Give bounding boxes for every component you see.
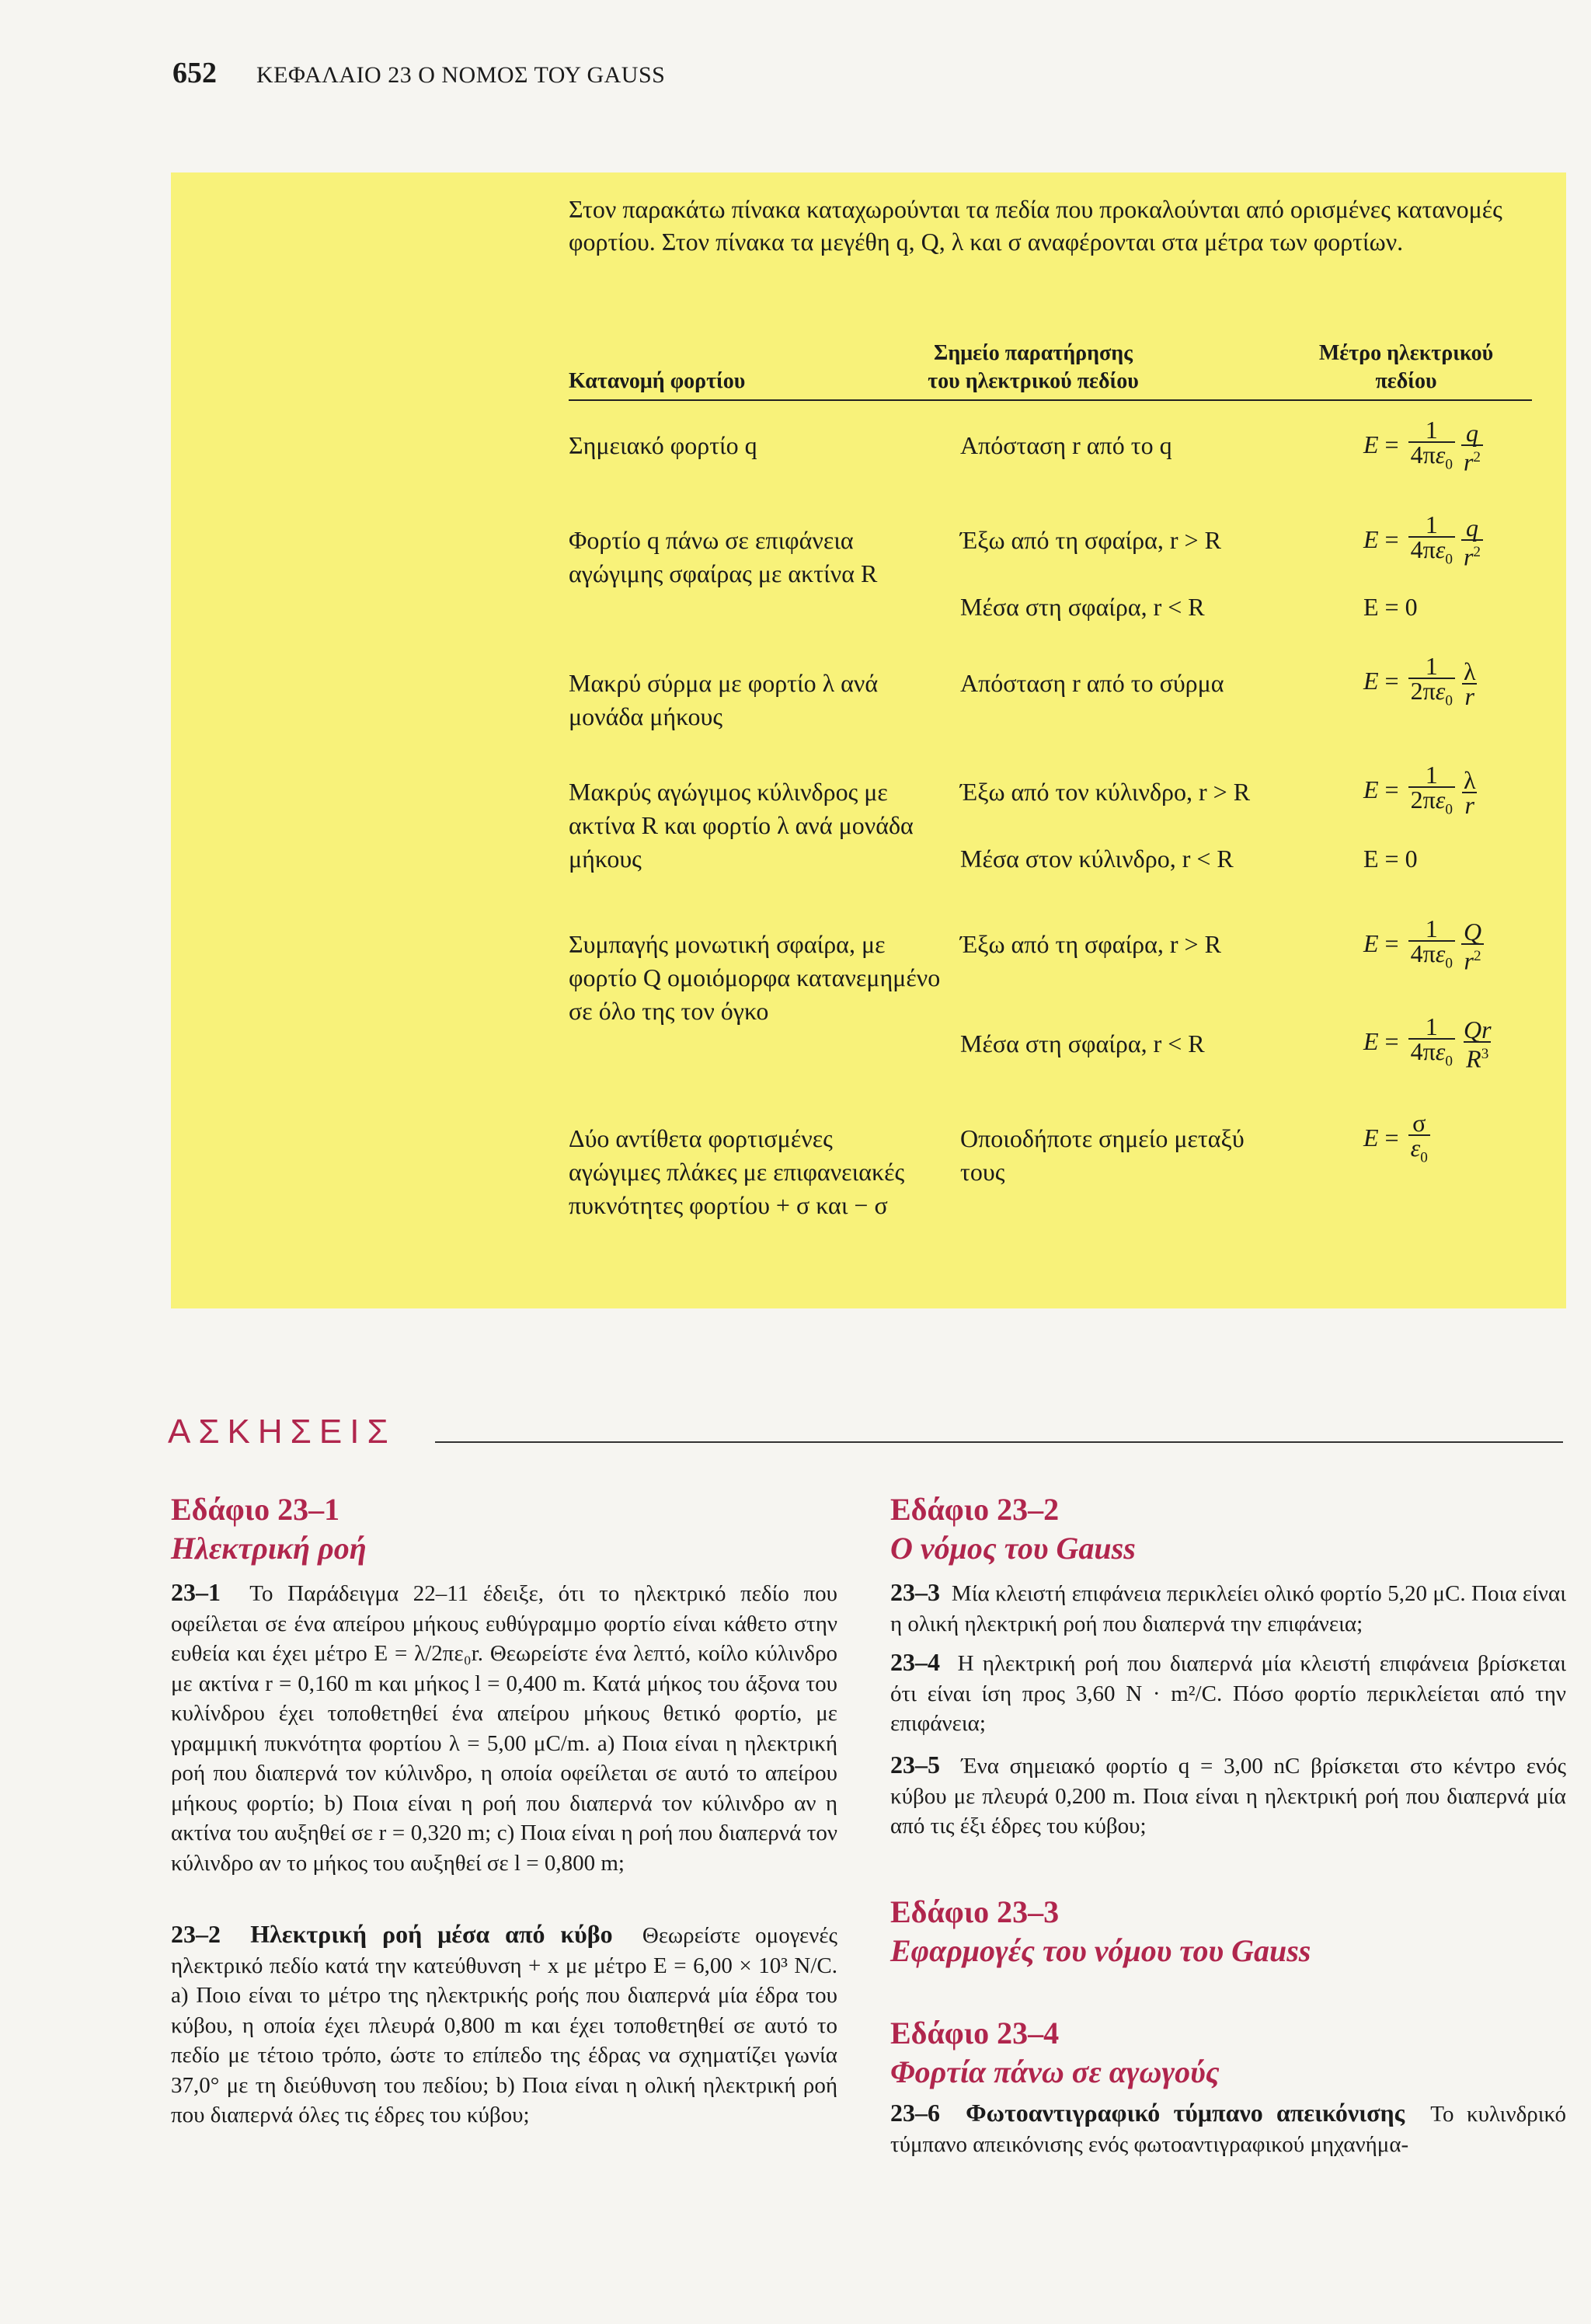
dist-plates: Δύο αντίθετα φορτισμένες αγώγιμες πλάκες με επιφανειακές πυκνότητες φορτίου + σ και − σ: [569, 1124, 905, 1219]
problem-23-6: 23–6 Φωτοαντιγραφικό τύμπανο απεικόνισης Το κυλινδρικό τύμπανο απεικόνισης ενός φωτοαντιγραφικού μηχανήμα-: [890, 2099, 1566, 2157]
table-rule: [569, 399, 1532, 401]
section-23-3-heading: Εδάφιο 23–3 Εφαρμογές του νόμου του Gauss: [890, 1894, 1311, 1968]
dist-conducting-sphere: Φορτίο q πάνω σε επιφάνεια αγώγιμης σφαίρας με ακτίνα R: [569, 526, 878, 587]
point-between-plates: Οποιοδήποτε σημείο μεταξύ τους: [960, 1124, 1245, 1186]
field-plates: E = $\frac{\sigma}{\varepsilon_0}$: [1363, 1111, 1433, 1169]
header-field-magnitude: Μέτρο ηλεκτρικού πεδίου: [1318, 341, 1494, 393]
dist-long-wire: Μακρύ σύρμα με φορτίο λ ανά μονάδα μήκους: [569, 669, 879, 730]
problem-23-1: 23–1 Το Παράδειγμα 22–11 έδειξε, ότι το ηλεκτρικό πεδίο που οφείλεται σε ένα απείρου μήκους ευθύγραμμο φορτίο είναι κάθετο στην ευθεία και έχει μέτρο E = λ/2πε₀r. Θεωρείστε ένα λεπτό, κοίλο κύλινδρο με ακτίνα r = 0,160 m και μήκος l = 0,400 m. Κατά μήκος του άξονα του κυλίνδρου έχει τοποθετηθεί ένα απείρου μήκους θετικό φορτίο, με γραμμική πυκνότητα φορτίου λ = 5,00 μC/m. a) Ποια είναι η ηλεκτρική ροή που διαπερνά τον κύλινδρο, η οποία οφείλεται σε αυτό το απείρου μήκους φορτίο; b) Ποια είναι η ροή που διαπερνά τον κύλινδρο αν η ακτίνα του αυξηθεί σε r = 0,320 m; c) Ποια είναι η ροή που διαπερνά τον κύλινδρο αν το μήκος του αυξηθεί σε l = 0,800 m;: [171, 1578, 838, 1876]
field-cylinder-inside: E = 0: [1363, 845, 1418, 873]
field-sphere-outside: E = $\frac{1}{4\pi\varepsilon_0}$ $\frac{q}{r^2}$: [1363, 513, 1486, 571]
problem-23-4: 23–4 Η ηλεκτρική ροή που διαπερνά μία κλειστή επιφάνεια βρίσκεται ότι είναι ίση προς 3,60 N · m²/C. Πόσο φορτίο περικλείεται από την επιφάνεια;: [890, 1648, 1567, 1736]
header-observation-point: Σημείο παρατήρησης του ηλεκτρικού πεδίου: [928, 341, 1139, 393]
field-point-charge: E = $\frac{1}{4\pi\varepsilon_0}$ $\frac{q}{r^2}$: [1363, 418, 1486, 476]
dist-point-charge: Σημειακό φορτίο q: [569, 431, 757, 459]
section-23-1-heading: Εδάφιο 23–1 Ηλεκτρική ροή: [171, 1492, 367, 1566]
point-inside-insulating: Μέσα στη σφαίρα, r < R: [960, 1030, 1205, 1057]
problem-23-5: 23–5 Ένα σημειακό φορτίο q = 3,00 nC βρίσκεται στο κέντρο ενός κύβου με πλευρά 0,200 m. Ποια είναι η ηλεκτρική ροή που διαπερνά μία από τις έξι έδρες του κύβου;: [890, 1751, 1567, 1838]
problem-23-3: 23–3 Μία κλειστή επιφάνεια περικλείει ολικό φορτίο 5,20 μC. Ποια είναι η ολική ηλεκτρική ροή που διαπερνά την επιφάνεια;: [890, 1578, 1566, 1636]
point-inside-cylinder: Μέσα στον κύλινδρο, r < R: [960, 845, 1234, 873]
point-outside-sphere: Έξω από τη σφαίρα, r > R: [960, 526, 1221, 554]
exercises-rule: [435, 1441, 1563, 1443]
point-point-charge: Απόσταση r από το q: [960, 431, 1172, 459]
page-number: 652: [172, 57, 217, 89]
point-outside-cylinder: Έξω από τον κύλινδρο, r > R: [960, 778, 1251, 806]
chapter-title: ΚΕΦΑΛΑΙΟ 23 Ο ΝΟΜΟΣ ΤΟΥ GAUSS: [256, 62, 666, 88]
point-outside-insulating: Έξω από τη σφαίρα, r > R: [960, 930, 1221, 958]
header-charge-distribution: Κατανομή φορτίου: [569, 369, 746, 393]
problem-23-2: 23–2 Ηλεκτρική ροή μέσα από κύβο Θεωρείστε ομογενές ηλεκτρικό πεδίο κατά την κατεύθυνση + x με μέτρο E = 6,00 × 10³ N/C. a) Ποιο είναι το μέτρο της ηλεκτρικής ροής που διαπερνά μία έδρα του κύβου, η οποία έχει πλευρά 0,800 m και έχει τοποθετηθεί σε αυτό το πεδίο με τέτοιο τρόπο, ώστε το επίπεδο της έδρας να σχηματίζει γωνία 37,0° με τη διεύθυνση του πεδίου; b) Ποια είναι η ολική ηλεκτρική ροή που διαπερνά όλες τις έδρες του κύβου;: [171, 1920, 837, 2127]
section-23-4-heading: Εδάφιο 23–4 Φορτία πάνω σε αγωγούς: [890, 2016, 1220, 2089]
field-sphere-inside: E = 0: [1363, 593, 1418, 621]
dist-insulating-sphere: Συμπαγής μονωτική σφαίρα, με φορτίο Q ομοιόμορφα κατανεμημένο σε όλο της τον όγκο: [569, 930, 941, 1025]
dist-cylinder: Μακρύς αγώγιμος κύλινδρος με ακτίνα R και φορτίο λ ανά μονάδα μήκους: [569, 778, 914, 873]
summary-intro: Στον παρακάτω πίνακα καταχωρούνται τα πεδία που προκαλούνται από ορισμένες κατανομές φορτίου. Στον πίνακα τα μεγέθη q, Q, λ και σ αναφέρονται στα μέτρα των φορτίων.: [569, 195, 1502, 256]
section-23-2-heading: Εδάφιο 23–2 Ο νόμος του Gauss: [890, 1492, 1136, 1566]
field-cylinder-outside: E = $\frac{1}{2\pi\varepsilon_0}$ $\frac{\lambda}{r}$: [1363, 763, 1481, 821]
field-insulating-inside: E = $\frac{1}{4\pi\varepsilon_0}$ $\frac{Qr}{R^3}$: [1363, 1012, 1492, 1073]
point-wire: Απόσταση r από το σύρμα: [960, 669, 1224, 697]
point-inside-sphere: Μέσα στη σφαίρα, r < R: [960, 593, 1205, 621]
field-insulating-outside: E = $\frac{1}{4\pi\varepsilon_0}$ $\frac{Q}{r^2}$: [1363, 917, 1487, 975]
field-wire: E = $\frac{1}{2\pi\varepsilon_0}$ $\frac{\lambda}{r}$: [1363, 654, 1481, 713]
exercises-title: ΑΣΚΗΣΕΙΣ: [168, 1413, 396, 1451]
